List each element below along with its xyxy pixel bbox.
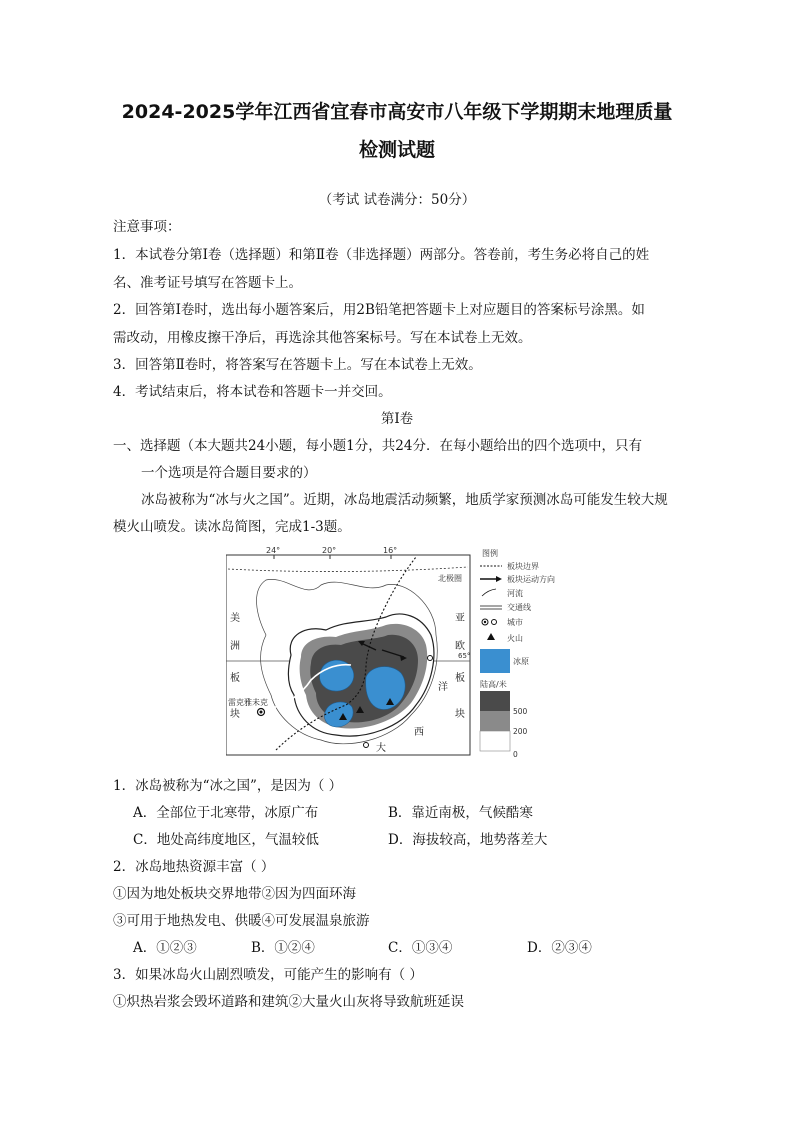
question-3-statement: ①炽热岩浆会毁坏道路和建筑②大量火山灰将导致航班延误 [113,994,464,1010]
legend-low-swatch [480,731,510,751]
lon-label: 20° [322,546,337,555]
note-line: 2．回答第Ⅰ卷时，选出每小题答案后，用2B铅笔把答题卡上对应题目的答案标号涂黑。如 [113,302,645,318]
legend-label: 0 [513,750,518,759]
note-line: 3．回答第Ⅱ卷时，将答案写在答题卡上。写在本试卷上无效。 [113,357,482,373]
city-icon [364,743,369,748]
legend-volcano-icon [487,633,495,640]
legend-glacier-swatch [480,649,510,673]
map-legend [480,548,555,759]
legend-label: 500 [513,707,528,716]
question-2-option-b: B．①②④ [251,940,315,956]
intro-line-1: 冰岛被称为“冰与火之国”。近期，冰岛地震活动频繁，地质学家预测冰岛可能发生较大规 [141,492,668,508]
plate-label: 块 [230,709,240,720]
city-icon [428,656,433,661]
note-line: 4．考试结束后，将本试卷和答题卡一并交回。 [113,384,392,400]
legend-label: 板块运动方向 [507,575,555,584]
question-2-option-a: A．①②③ [133,940,197,956]
note-line: 1．本试卷分第Ⅰ卷（选择题）和第Ⅱ卷（非选择题）两部分。答卷前，考生务必将自己的姓 [113,247,650,263]
legend-label: 200 [513,727,528,736]
ocean-label: 西 [414,727,424,738]
notes-heading: 注意事项： [113,219,181,235]
title-line-2: 检测试题 [358,139,435,161]
plate-label: 块 [455,709,465,720]
arctic-circle-label: 北极圈 [438,574,462,583]
title-line-1: 2024-2025学年江西省宜春市高安市八年级下学期期末地理质量 [121,101,673,123]
question-1-option-c: C．地处高纬度地区，气温较低 [133,832,319,848]
legend-label: 城市 [507,618,523,627]
note-line: 名、准考证号填写在答题卡上。 [113,275,302,291]
iceland-map [226,545,580,760]
legend-title: 图例 [482,549,498,558]
plate-label: 亚 [455,613,465,624]
intro-line-2: 模火山喷发。读冰岛简图，完成1-3题。 [113,519,351,535]
question-2-option-d: D．②③④ [527,940,592,956]
question-2-option-c: C．①③④ [388,940,453,956]
plate-label: 板 [455,673,465,684]
question-3-stem: 3．如果冰岛火山剧烈喷发，可能产生的影响有（ ） [113,967,423,983]
question-2-stem: 2．冰岛地热资源丰富（ ） [113,859,275,875]
part1-line-1: 一、选择题（本大题共24小题，每小题1分，共24分．在每小题给出的四个选项中，只有 [113,438,642,454]
exam-info: （考试 试卷满分：50分） [318,192,476,208]
ocean-label: 洋 [438,682,448,693]
question-1-option-b: B．靠近南极，气候酷寒 [388,805,533,821]
legend-river-icon [482,589,496,596]
legend-label: 火山 [507,634,523,643]
question-1-stem: 1．冰岛被称为“冰之国”，是因为（ ） [113,778,343,794]
legend-city-icon [492,620,497,625]
legend-high-swatch [480,691,510,711]
legend-label: 冰原 [513,657,529,666]
legend-label: 交通线 [507,603,531,612]
note-line: 需改动，用橡皮擦干净后，再选涂其他答案标号。写在本试卷上无效。 [113,330,532,346]
city-label: 雷克雅未克 [228,698,268,707]
lat-label: 65° [458,652,471,660]
legend-label: 河流 [507,589,523,598]
question-1-option-a: A．全部位于北寒带，冰原广布 [133,805,319,821]
question-2-statement: ①因为地处板块交界地带②因为四面环海 [113,886,356,902]
section-title: 第Ⅰ卷 [380,411,414,427]
plate-label: 欧 [455,641,465,652]
legend-label: 陆高/米 [480,680,507,689]
question-1-option-d: D．海拔较高，地势落差大 [388,832,548,848]
lon-label: 16° [383,546,398,555]
legend-label: 板块边界 [507,562,539,571]
question-2-statement: ③可用于地热发电、供暖④可发展温泉旅游 [113,913,370,929]
plate-label: 美 [230,613,240,624]
plate-label: 洲 [230,641,240,652]
part1-line-2: 一个选项是符合题目要求的） [141,465,317,481]
lon-label: 24° [266,546,281,555]
plate-label: 板 [230,673,240,684]
ocean-label: 大 [376,743,386,754]
legend-mid-swatch [480,711,510,731]
